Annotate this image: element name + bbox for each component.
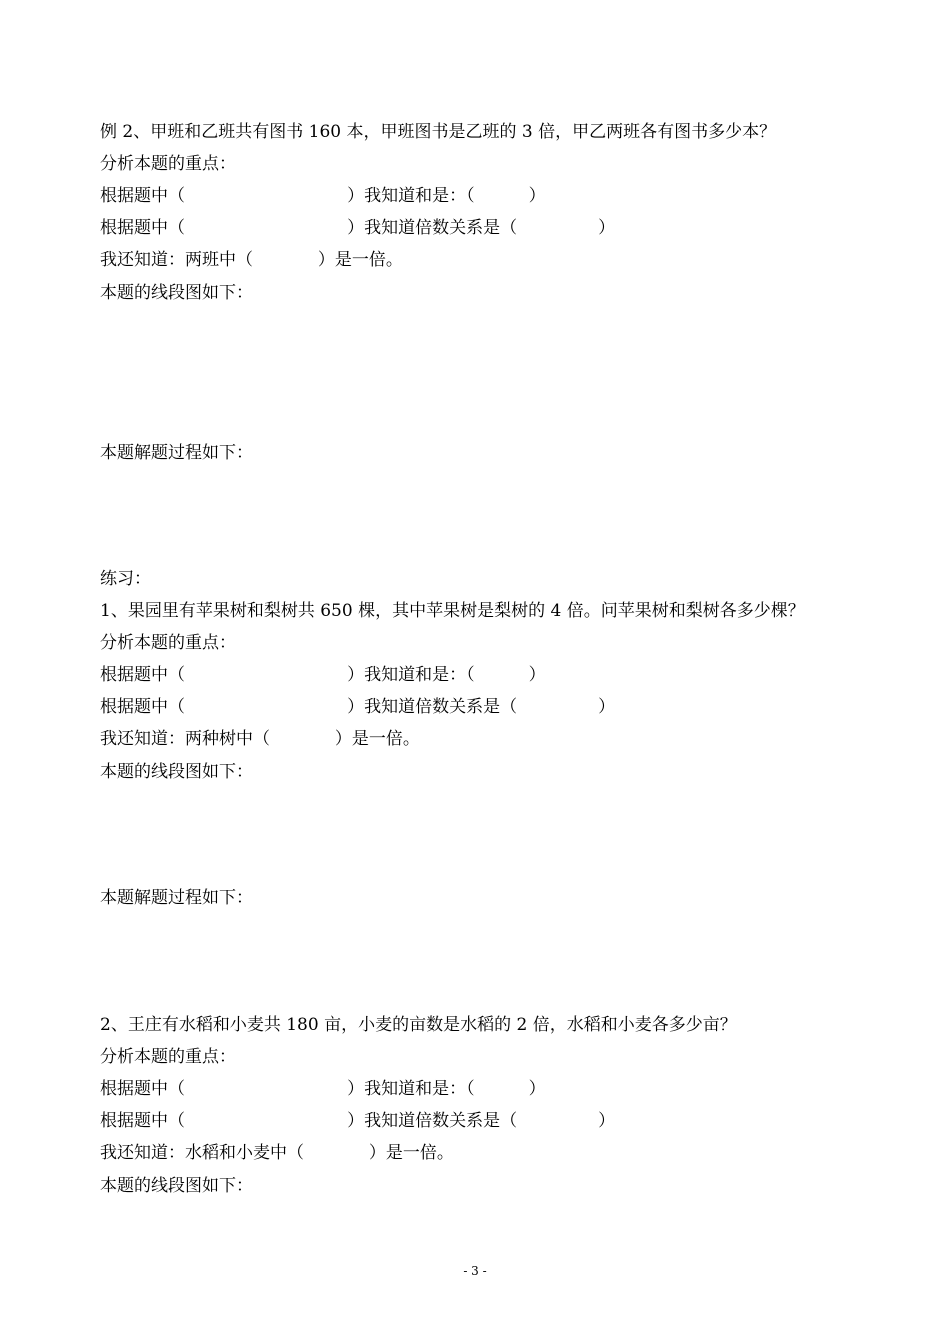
q2-ratio-line: 根据题中（ ）我知道倍数关系是（ ） <box>100 1111 616 1131</box>
q2-question: 2、王庄有水稻和小麦共 180 亩，小麦的亩数是水稻的 2 倍，水稻和小麦各多少亩？ <box>100 1015 737 1035</box>
q2-analysis-heading: 分析本题的重点： <box>100 1047 236 1067</box>
practice-heading: 练习： <box>100 569 151 589</box>
q1-question: 1、果园里有苹果树和梨树共 650 棵，其中苹果树是梨树的 4 倍。问苹果树和梨树各多少棵？ <box>100 601 805 621</box>
q1-sum-line: 根据题中（ ）我知道和是：（ ） <box>100 665 546 685</box>
q1-analysis-heading: 分析本题的重点： <box>100 633 236 653</box>
q2-diagram-label: 本题的线段图如下： <box>100 1176 253 1196</box>
example2-analysis-heading: 分析本题的重点： <box>100 154 236 174</box>
example2-ratio-line: 根据题中（ ）我知道倍数关系是（ ） <box>100 218 616 238</box>
example2-base-line: 我还知道：两班中（ ）是一倍。 <box>100 250 403 270</box>
example2-sum-line: 根据题中（ ）我知道和是：（ ） <box>100 186 546 206</box>
page-number: - 3 - <box>463 1264 487 1278</box>
q1-base-line: 我还知道：两种树中（ ）是一倍。 <box>100 729 420 749</box>
example2-question: 例 2、甲班和乙班共有图书 160 本，甲班图书是乙班的 3 倍，甲乙两班各有图书多少本？ <box>100 122 777 142</box>
q1-diagram-label: 本题的线段图如下： <box>100 762 253 782</box>
example2-diagram-label: 本题的线段图如下： <box>100 283 253 303</box>
q2-base-line: 我还知道：水稻和小麦中（ ）是一倍。 <box>100 1143 454 1163</box>
q1-process-label: 本题解题过程如下： <box>100 888 253 908</box>
q2-sum-line: 根据题中（ ）我知道和是：（ ） <box>100 1079 546 1099</box>
q1-ratio-line: 根据题中（ ）我知道倍数关系是（ ） <box>100 697 616 717</box>
example2-process-label: 本题解题过程如下： <box>100 443 253 463</box>
